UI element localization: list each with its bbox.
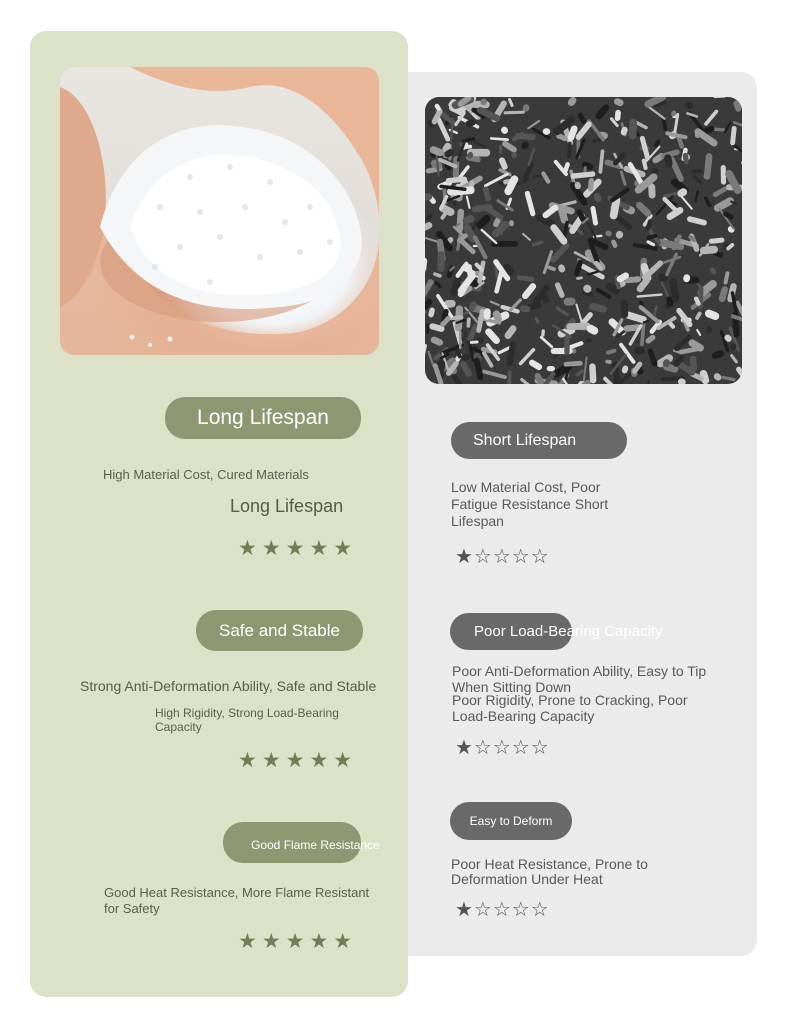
right-rating-stars-2: ★☆☆☆☆ (455, 735, 550, 759)
flame-resistance-pill-label: Good Flame Resistance (251, 837, 380, 852)
long-lifespan-subtitle: Long Lifespan (230, 496, 344, 516)
left-rating-stars-2: ★★★★★ (238, 748, 358, 772)
flame-resistance-pill (223, 822, 380, 863)
right-rating-stars-3: ★☆☆☆☆ (455, 897, 550, 921)
shredded-material-image (425, 97, 742, 384)
poor-rigidity-description: Poor Rigidity, Prone to Cracking, Poor Load-Bearing Capacity (452, 692, 688, 725)
rigidity-description: High Rigidity, Strong Load-Bearing Capacity (155, 706, 339, 735)
safe-and-stable-pill-label: Safe and Stable (219, 620, 340, 640)
easy-to-deform-pill-label: Easy to Deform (469, 814, 553, 828)
poor-heat-resistance-description: Poor Heat Resistance, Prone to Deformation Under Heat (451, 856, 648, 888)
cost-description: High Material Cost, Cured Materials (103, 467, 309, 482)
poor-load-bearing-pill-label: Poor Load-Bearing Capacity (474, 623, 663, 640)
long-lifespan-pill-label: Long Lifespan (197, 406, 329, 429)
anti-deformation-description: Strong Anti-Deformation Ability, Safe and Stable (80, 678, 377, 694)
left-rating-stars-3: ★★★★★ (238, 929, 358, 953)
low-cost-description: Low Material Cost, Poor Fatigue Resistance Short Lifespan (451, 479, 609, 529)
long-lifespan-pill (165, 397, 361, 439)
poor-load-bearing-pill (450, 613, 663, 650)
heat-resistance-description: Good Heat Resistance, More Flame Resistant for Safety (104, 885, 370, 916)
short-lifespan-pill (451, 422, 627, 459)
right-rating-stars-1: ★☆☆☆☆ (455, 544, 550, 568)
poor-anti-deformation-description: Poor Anti-Deformation Ability, Easy to Tip When Sitting Down (452, 663, 707, 696)
short-lifespan-pill-label: Short Lifespan (473, 431, 577, 449)
pellets-in-hands-image (60, 67, 379, 355)
easy-to-deform-pill (450, 802, 572, 840)
safe-and-stable-pill (196, 610, 363, 651)
left-rating-stars-1: ★★★★★ (238, 536, 358, 560)
